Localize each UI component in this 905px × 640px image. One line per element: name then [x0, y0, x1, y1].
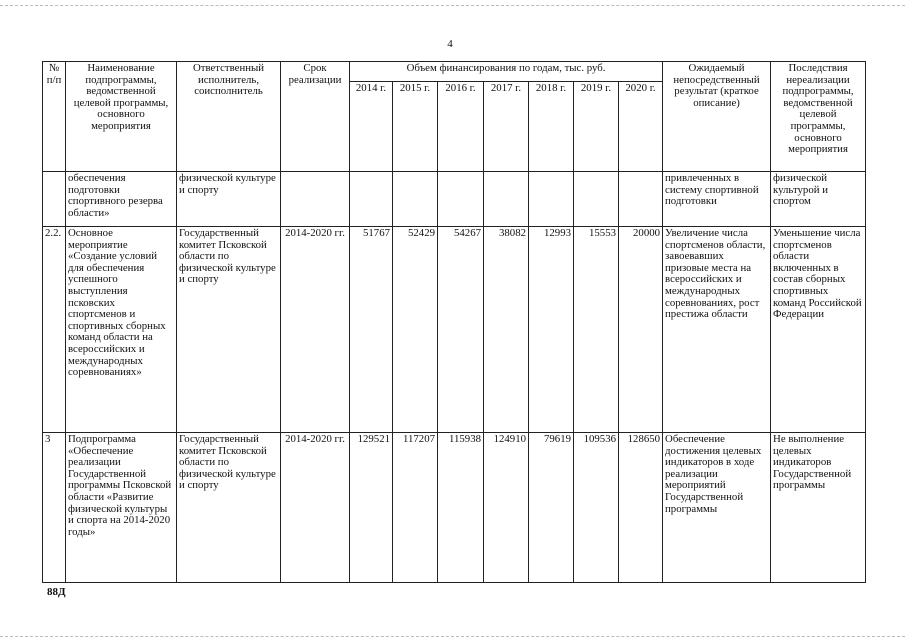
footer-code: 88Д [47, 586, 66, 598]
header-num: № п/п [43, 62, 66, 172]
row-value: 109536 [574, 433, 619, 583]
row-value [438, 172, 484, 227]
row-value: 38082 [484, 227, 529, 433]
header-row-1 [43, 62, 866, 82]
row-value: 117207 [393, 433, 438, 583]
header-year: 2015 г. [393, 82, 438, 172]
financing-table [42, 61, 866, 583]
row-value [619, 172, 663, 227]
header-expected-result: Ожидаемый непосредственный результат (краткое описание) [663, 62, 771, 172]
row-value: 115938 [438, 433, 484, 583]
row-value [574, 172, 619, 227]
row-value [350, 172, 393, 227]
page-number: 4 [447, 38, 453, 50]
row-expected-result: Обеспечение достижения целевых индикаторов в ходе реализации мероприятий Государственной программы [663, 433, 771, 583]
bottom-scan-edge [0, 636, 905, 637]
header-year: 2016 г. [438, 82, 484, 172]
row-expected-result: Увеличение числа спортсменов области, завоевавших призовые места на всероссийских и международных соревнованиях, рост престижа области [663, 227, 771, 433]
row-term: 2014-2020 гг. [281, 227, 350, 433]
row-name: Подпрограмма «Обеспечение реализации Государственной программы Псковской области «Развитие физической культуры и спорта на 2014-2020 годы» [66, 433, 177, 583]
row-value [529, 172, 574, 227]
row-responsible: Государственный комитет Псковской области по физической культуре и спорту [177, 433, 281, 583]
row-value [393, 172, 438, 227]
row-expected-result: привлеченных в систему спортивной подготовки [663, 172, 771, 227]
row-value: 54267 [438, 227, 484, 433]
row-value: 15553 [574, 227, 619, 433]
row-name: Основное мероприятие «Создание условий для обеспечения успешного выступления псковских спортсменов и спортивных сборных команд области на всероссийских и международных соревнованиях» [66, 227, 177, 433]
header-year: 2014 г. [350, 82, 393, 172]
header-year: 2017 г. [484, 82, 529, 172]
header-financing: Объем финансирования по годам, тыс. руб. [350, 62, 663, 82]
header-responsible: Ответственный исполнитель, соисполнитель [177, 62, 281, 172]
row-value: 52429 [393, 227, 438, 433]
row-consequences: Не выполнение целевых индикаторов Государственной программы [771, 433, 866, 583]
row-name: обеспечения подготовки спортивного резерва области» [66, 172, 177, 227]
row-responsible: физической культуре и спорту [177, 172, 281, 227]
row-value: 12993 [529, 227, 574, 433]
header-year: 2019 г. [574, 82, 619, 172]
row-consequences: Уменьшение числа спортсменов области включенных в состав сборных спортивных команд Российской Федерации [771, 227, 866, 433]
row-value: 51767 [350, 227, 393, 433]
top-scan-edge [0, 5, 905, 6]
row-consequences: физической культурой и спортом [771, 172, 866, 227]
row-num: 2.2. [43, 227, 66, 433]
row-term [281, 172, 350, 227]
header-name: Наименование подпрограммы, ведомственной целевой программы, основного мероприятия [66, 62, 177, 172]
header-consequences: Последствия нереализации подпрограммы, ведомственной целевой программы, основного мероприятия [771, 62, 866, 172]
row-value: 79619 [529, 433, 574, 583]
table-row [43, 227, 866, 433]
row-value: 124910 [484, 433, 529, 583]
row-term: 2014-2020 гг. [281, 433, 350, 583]
row-value: 129521 [350, 433, 393, 583]
table-row [43, 172, 866, 227]
header-term: Срок реализации [281, 62, 350, 172]
row-num: 3 [43, 433, 66, 583]
row-value: 128650 [619, 433, 663, 583]
header-year: 2018 г. [529, 82, 574, 172]
header-year: 2020 г. [619, 82, 663, 172]
row-value: 20000 [619, 227, 663, 433]
row-num [43, 172, 66, 227]
row-responsible: Государственный комитет Псковской области по физической культуре и спорту [177, 227, 281, 433]
table-row [43, 433, 866, 583]
row-value [484, 172, 529, 227]
